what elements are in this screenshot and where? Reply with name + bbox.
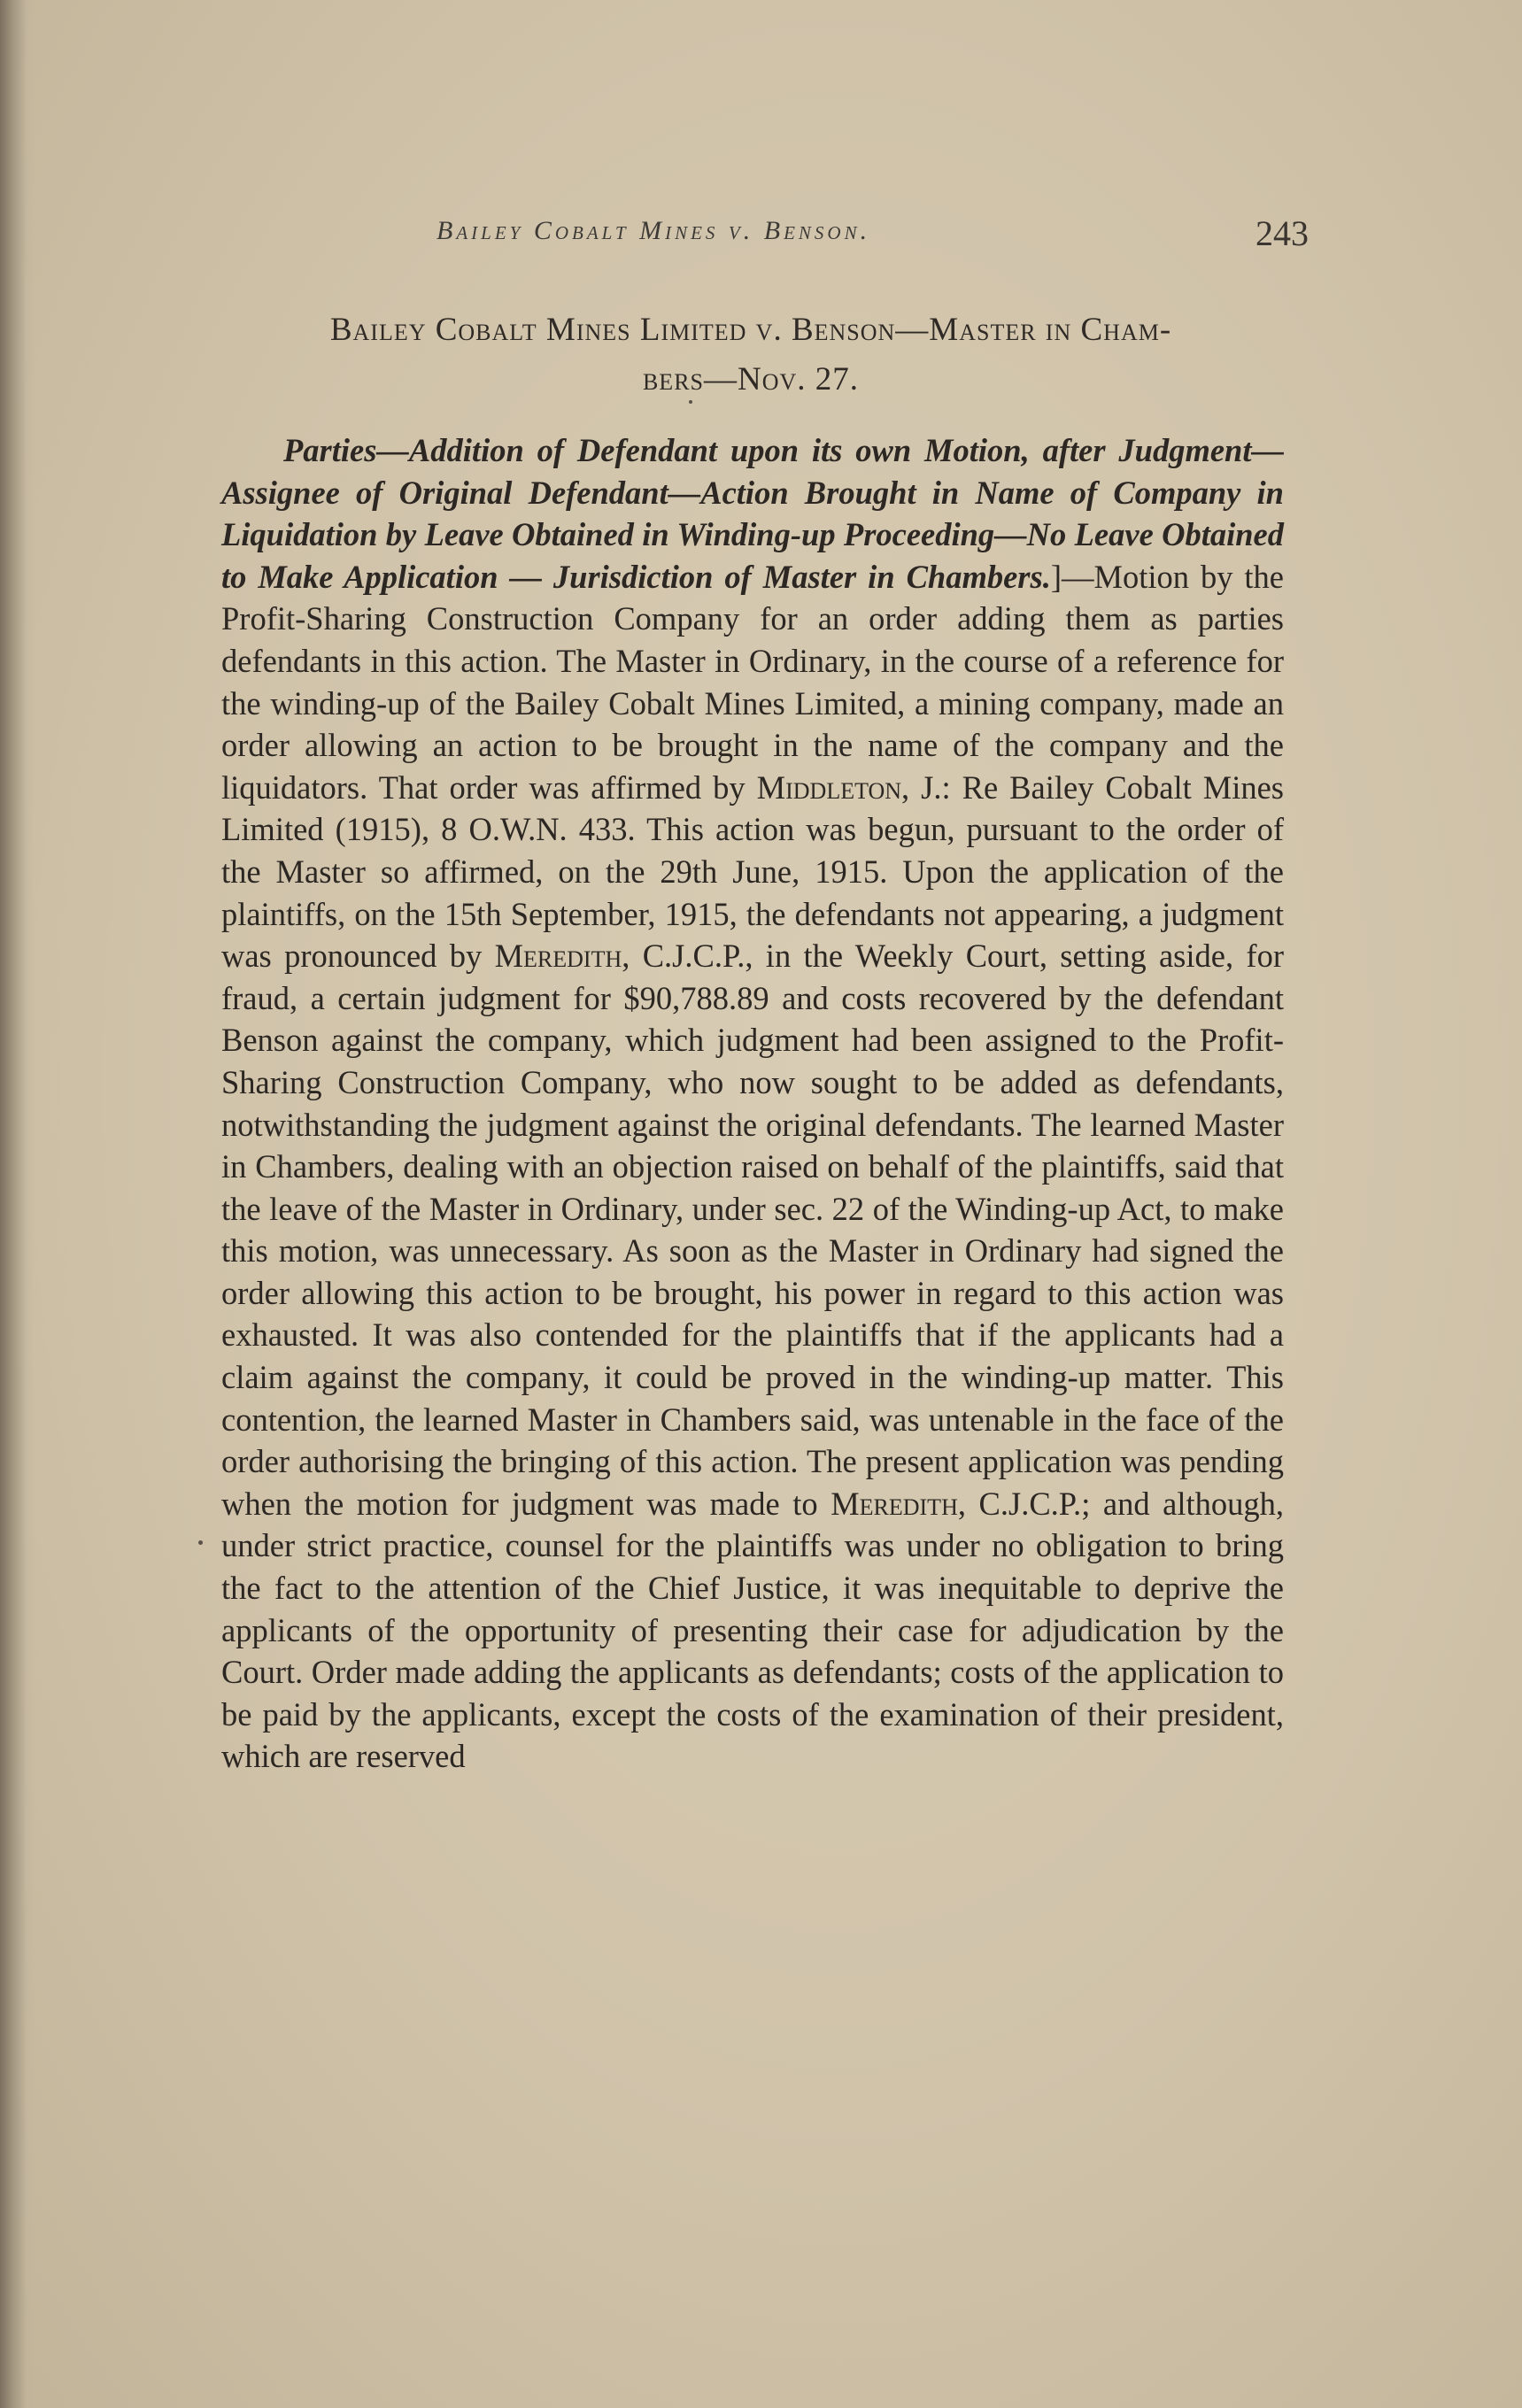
- report-text: ]—Motion by the Profit-Sharing Construction Company for an order adding them as parties defendants in this action. The Master in Ordinary, in the course of a reference for the winding-up of the Bailey Cobalt Mines Limited, a mining company, made an order allowing an action to be brought in the name of the company and the liquidators. That order was affirmed by: [221, 558, 1284, 806]
- case-heading: [220, 305, 1282, 405]
- headnote: Parties—Addition of Defendant upon its own Motion, after Judgment—Assignee of Original Defendant—Action Brought in Name of Company in Liquidation by Leave Obtained in Winding-up Proceeding—No Leave Obtained to Make Application — Jurisdiction of Master in Chambers.: [221, 432, 1284, 595]
- case-heading-line-2: bers—Nov. 27.: [642, 361, 860, 397]
- report-text: : Re Bailey Cobalt Mines Limited (1915), 8 O.W.N. 433. This action was begun, pursuant to the order of the Master so affirmed, on the 29th June, 1915. Upon the application of the plaintiffs, on the 15th September, 1915, the defendants not appearing, a judgment was pronounced by: [221, 768, 1284, 975]
- running-head: [220, 212, 1309, 266]
- report-text: , in the Weekly Court, setting aside, for fraud, a certain judgment for $90,788.89 and costs recovered by the defendant Benson against the company, which judgment had been assigned to the Profit-Sharing Construction Company, who now sought to be added as defendants, notwithstanding the judgment against the original defendants. The learned Master in Chambers, dealing with an objection raised on behalf of the plaintiffs, said that the leave of the Master in Ordinary, under sec. 22 of the Winding-up Act, to make this motion, was unnecessary. As soon as the Master in Ordinary had signed the order allowing this action to be brought, his power in regard to this action was exhausted. It was also contended for the plaintiffs that if the applicants had a claim against the company, it could be proved in the winding-up matter. This contention, the learned Master in Chambers said, was untenable in the face of the order authorising the bringing of this action. The present application was pending when the motion for judgment was made to: [221, 938, 1284, 1522]
- judge-name: Middleton, J.: [756, 768, 942, 806]
- stray-mark: [198, 1540, 203, 1545]
- judge-name: Meredith, C.J.C.P.: [831, 1485, 1082, 1522]
- case-heading-line-1: Bailey Cobalt Mines Limited v. Benson—Master in Cham-: [329, 312, 1172, 348]
- report-text: ; and although, under strict practice, counsel for the plaintiffs was under no obligation to bring the fact to the attention of the Chief Justice, it was inequitable to deprive the applicants of the opportunity of presenting their case for adjudication by the Court. Order made adding the applicants as defendants; costs of the application to be paid by the applicants, except the costs of the examination of their president, which are reserved: [221, 1485, 1285, 1775]
- judge-name: Meredith, C.J.C.P.: [494, 938, 746, 975]
- stray-mark: [689, 400, 692, 404]
- case-report-paragraph: [221, 429, 1284, 1778]
- page-number: 243: [1255, 213, 1309, 253]
- running-title: Bailey Cobalt Mines v. Benson.: [437, 216, 871, 245]
- binding-shadow: [0, 0, 35, 2408]
